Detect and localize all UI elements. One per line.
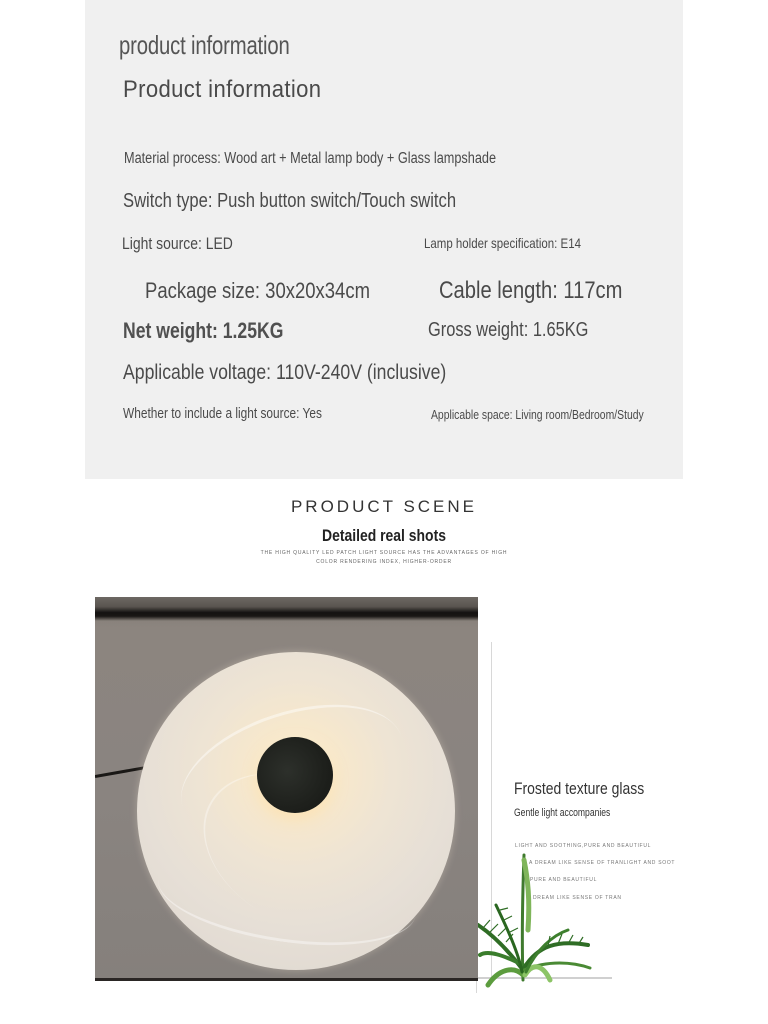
photo-bottom-edge <box>95 978 478 981</box>
feature-card-line: A DREAM LIKE SENSE OF TRANLIGHT AND SOOT <box>529 860 676 866</box>
product-scene-title: PRODUCT SCENE <box>290 497 478 516</box>
product-information-panel <box>85 0 683 479</box>
spec-cable-length: Cable length: 117cm <box>439 277 623 304</box>
feature-card-line: DREAM LIKE SENSE OF TRAN <box>533 895 622 901</box>
heading-product-information: product information <box>119 30 290 60</box>
feature-card-title: Frosted texture glass <box>514 779 645 798</box>
product-scene-subtitle: Detailed real shots <box>322 526 446 545</box>
spec-material-process: Material process: Wood art + Metal lamp body + Glass lampshade <box>124 150 497 167</box>
frosted-glass-globe <box>137 652 455 970</box>
spec-includes-light-source: Whether to include a light source: Yes <box>123 406 322 422</box>
feature-card-subtitle: Gentle light accompanies <box>514 807 611 819</box>
spec-applicable-space: Applicable space: Living room/Bedroom/Study <box>431 407 644 422</box>
feature-card-line: PURE AND BEAUTIFUL <box>530 877 598 883</box>
product-scene-description-line-1: THE HIGH QUALITY LED PATCH LIGHT SOURCE HAS THE ADVANTAGES OF HIGH <box>260 550 508 556</box>
product-scene-description-line-2: COLOR RENDERING INDEX, HIGHER-ORDER <box>316 559 452 565</box>
feature-card-line: LIGHT AND SOOTHING,PURE AND BEAUTIFUL <box>515 843 652 849</box>
spec-lamp-holder: Lamp holder specification: E14 <box>424 235 581 251</box>
ceiling-rail <box>95 597 478 621</box>
spec-light-source: Light source: LED <box>122 234 233 253</box>
spec-net-weight: Net weight: 1.25KG <box>123 318 284 343</box>
subheading-product-information: Product information <box>123 76 322 103</box>
metal-cap <box>257 737 333 813</box>
card-frame-tick <box>476 981 477 993</box>
spec-package-size: Package size: 30x20x34cm <box>145 278 370 303</box>
spec-gross-weight: Gross weight: 1.65KG <box>428 319 589 341</box>
spec-switch-type: Switch type: Push button switch/Touch switch <box>123 190 457 212</box>
palm-plant-icon <box>478 850 598 990</box>
spec-applicable-voltage: Applicable voltage: 110V-240V (inclusive) <box>123 361 447 384</box>
lamp-product-photo <box>95 597 478 981</box>
